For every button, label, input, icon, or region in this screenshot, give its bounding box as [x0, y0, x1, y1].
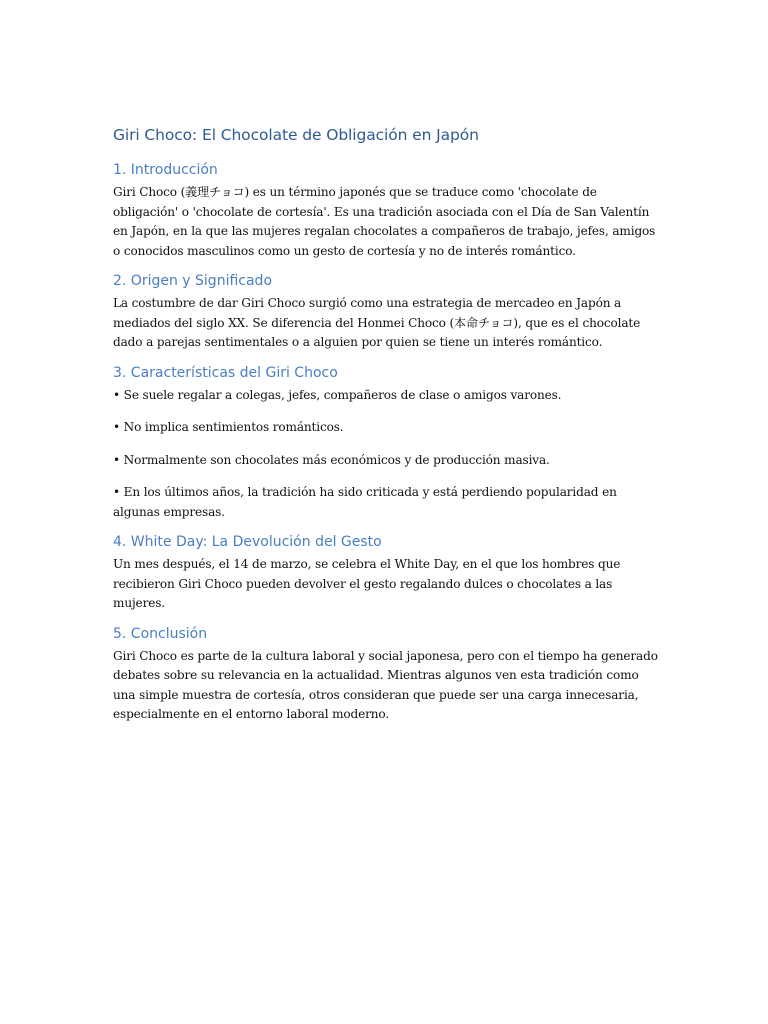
section-origen	[113, 271, 658, 353]
section-heading: 4. White Day: La Devolución del Gesto	[113, 534, 382, 550]
bullet-item: • No implica sentimientos románticos.	[113, 420, 344, 434]
section-heading: 5. Conclusión	[113, 625, 208, 642]
section-paragraph: Giri Choco (義理チョコ) es un término japonés que se traduce como 'chocolate de obligación' o 'chocolate de cortesía'. Es una tradición asociada con el Día de San Valentín en Japón, en la que las mujeres regalan chocolates a compañeros de trabajo, jefes, amigos o conocidos masculinos como un gesto de cortesía y no de interés romántico.	[113, 185, 656, 258]
section-paragraph: La costumbre de dar Giri Choco surgió como una estrategia de mercadeo en Japón a mediados del siglo XX. Se diferencia del Honmei Choco (本命チョコ), que es el chocolate dado a parejas sentimentales o a alguien por quien se tiene un interés romántico.	[113, 296, 641, 349]
section-white-day	[113, 532, 658, 614]
document-title: Giri Choco: El Chocolate de Obligación en Japón	[113, 126, 479, 144]
section-introduccion	[113, 160, 658, 261]
section-heading: 3. Características del Giri Choco	[113, 364, 338, 381]
section-heading: 1. Introducción	[113, 162, 218, 178]
section-conclusion	[113, 624, 658, 725]
bullet-item: • En los últimos años, la tradición ha sido criticada y está perdiendo popularidad en algunas empresas.	[113, 485, 617, 519]
section-heading: 2. Origen y Significado	[113, 273, 273, 289]
bullet-list	[113, 386, 658, 523]
section-paragraph: Giri Choco es parte de la cultura laboral y social japonesa, pero con el tiempo ha generado debates sobre su relevancia en la actualidad. Mientras algunos ven esta tradición como una simple muestra de cortesía, otros consideran que puede ser una carga innecesaria, especialmente en el entorno laboral moderno.	[113, 648, 658, 721]
section-caracteristicas	[113, 363, 658, 523]
section-paragraph: Un mes después, el 14 de marzo, se celebra el White Day, en el que los hombres que recibieron Giri Choco pueden devolver el gesto regalando dulces o chocolates a las mujeres.	[113, 557, 621, 610]
bullet-item: • Se suele regalar a colegas, jefes, compañeros de clase o amigos varones.	[113, 387, 562, 402]
bullet-item: • Normalmente son chocolates más económicos y de producción masiva.	[113, 452, 550, 467]
